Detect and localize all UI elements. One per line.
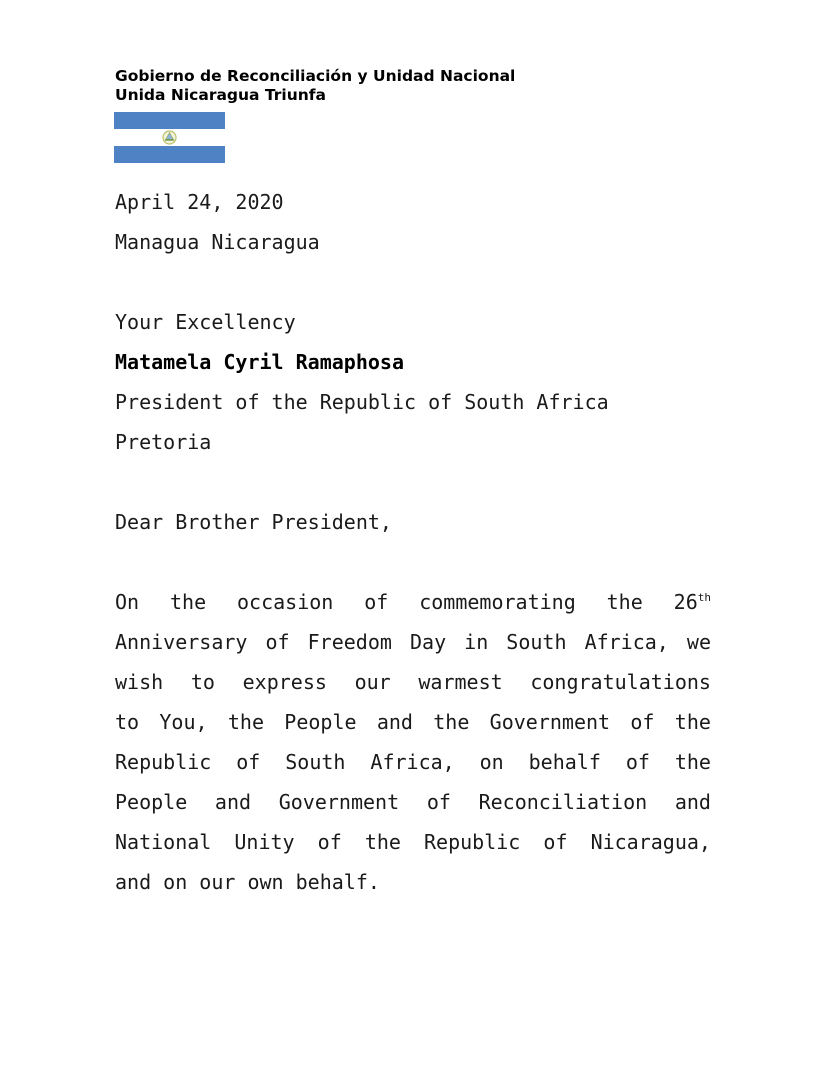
paragraph-word: congratulations xyxy=(530,670,711,694)
paragraph-word: Unity xyxy=(234,830,295,854)
letterhead xyxy=(115,67,515,105)
paragraph-word: the xyxy=(674,710,711,734)
paragraph-word: the xyxy=(227,710,264,734)
paragraph-word: Government xyxy=(278,790,400,814)
paragraph-word: of xyxy=(317,830,342,854)
ordinal-number: 26th xyxy=(673,590,711,614)
paragraph-word: National xyxy=(115,830,212,854)
letterhead-government-name: Gobierno de Reconciliación y Unidad Nacional xyxy=(115,67,516,85)
paragraph-word: our xyxy=(354,670,391,694)
paragraph-word: Freedom xyxy=(307,630,392,654)
recipient-city: Pretoria xyxy=(115,430,212,454)
paragraph-word: to xyxy=(190,670,215,694)
paragraph-word: of xyxy=(364,590,389,614)
paragraph-line xyxy=(115,630,711,670)
paragraph-word: of xyxy=(630,710,655,734)
ordinal-suffix: th xyxy=(697,591,711,604)
paragraph-line xyxy=(115,670,711,710)
paragraph-word: and xyxy=(674,790,711,814)
paragraph-line xyxy=(115,710,711,750)
paragraph-word: of xyxy=(236,750,261,774)
paragraph-word: and xyxy=(214,790,252,814)
paragraph-word: we xyxy=(686,630,711,654)
paragraph-word: the xyxy=(364,830,401,854)
paragraph-word: in xyxy=(464,630,489,654)
letter-date: April 24, 2020 xyxy=(115,190,284,214)
paragraph-line: and on our own behalf. xyxy=(115,870,380,894)
paragraph-word: South xyxy=(285,750,346,774)
paragraph-line xyxy=(115,750,711,790)
nicaragua-flag-icon xyxy=(114,112,225,163)
paragraph-word: Republic xyxy=(115,750,212,774)
paragraph-word: Anniversary xyxy=(115,630,248,654)
paragraph-word: the xyxy=(169,590,207,614)
paragraph-word: warmest xyxy=(418,670,503,694)
paragraph-line xyxy=(115,590,711,630)
paragraph-word: Republic xyxy=(424,830,521,854)
paragraph-word: of xyxy=(426,790,451,814)
paragraph-word: commemorating xyxy=(419,590,576,614)
paragraph-word: of xyxy=(543,830,568,854)
paragraph-word: On xyxy=(115,590,140,614)
paragraph-word: on xyxy=(479,750,504,774)
letterhead-motto: Unida Nicaragua Triunfa xyxy=(115,86,327,104)
paragraph-word: wish xyxy=(115,670,164,694)
paragraph-word: of xyxy=(265,630,290,654)
letter-place: Managua Nicaragua xyxy=(115,230,320,254)
paragraph-word: Africa, xyxy=(370,750,455,774)
paragraph-word: Nicaragua, xyxy=(590,830,711,854)
paragraph-line xyxy=(115,790,711,830)
paragraph-word: Government xyxy=(489,710,611,734)
paragraph-word: the xyxy=(606,590,643,614)
paragraph-word: to xyxy=(115,710,140,734)
paragraph-word: You, xyxy=(159,710,208,734)
greeting: Dear Brother President, xyxy=(115,510,392,534)
paragraph-word: behalf xyxy=(528,750,601,774)
recipient-title: President of the Republic of South Africa xyxy=(115,390,609,414)
paragraph-word: the xyxy=(433,710,470,734)
paragraph-word: and xyxy=(376,710,413,734)
paragraph-word: of xyxy=(625,750,650,774)
recipient-name: Matamela Cyril Ramaphosa xyxy=(115,350,404,374)
paragraph-word: People xyxy=(115,790,188,814)
paragraph-word: express xyxy=(242,670,327,694)
letter-paragraph xyxy=(115,590,711,910)
paragraph-word: Reconciliation xyxy=(478,790,648,814)
paragraph-word: People xyxy=(284,710,357,734)
paragraph-word: occasion xyxy=(237,590,334,614)
paragraph-word: the xyxy=(674,750,711,774)
paragraph-word: South xyxy=(506,630,567,654)
paragraph-word: Africa, xyxy=(584,630,669,654)
paragraph-word: Day xyxy=(409,630,447,654)
paragraph-line xyxy=(115,830,711,870)
salutation-title: Your Excellency xyxy=(115,310,296,334)
